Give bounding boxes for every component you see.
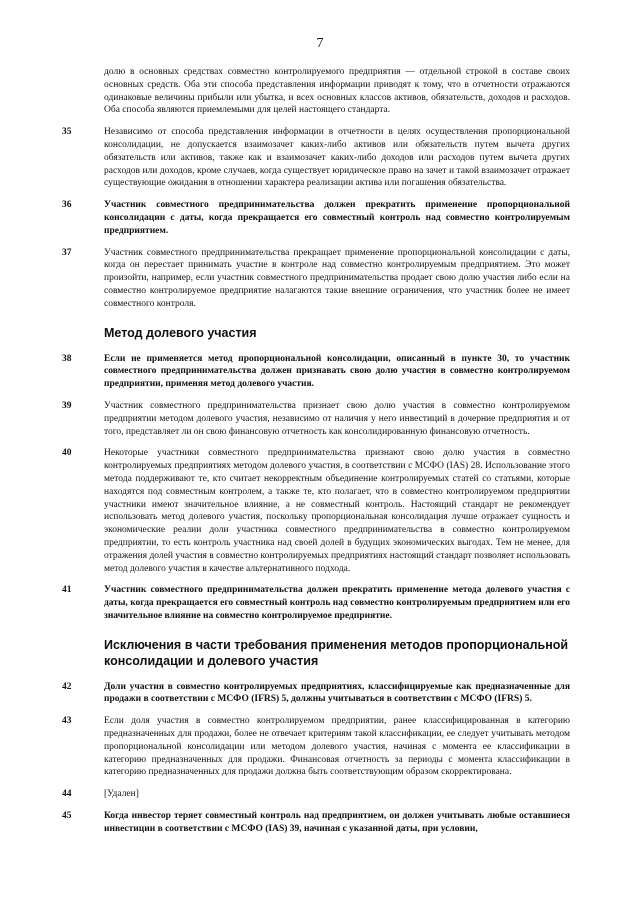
paragraph-number: 40 — [62, 448, 72, 459]
paragraph-number: 37 — [62, 247, 72, 258]
paragraph-text: Участник совместного предпринимательства должен прекратить применение метода долевого участия с даты, когда прекращается его совместный контроль над совместно контролируемым предприятием или его значительное влияние на совместно контролируемое предприятие. — [104, 585, 570, 621]
paragraph-text: Доли участия в совместно контролируемых предприятиях, классифицируемые как предназначенные для продажи в соответствии с МСФО (IFRS) 5, должны учитываться в соответствии с МСФО (IFRS) 5. — [104, 681, 570, 705]
paragraph-44 — [62, 788, 570, 801]
paragraph-text: Когда инвестор теряет совместный контроль над предприятием, он должен учитывать любые оставшиеся инвестиции в соответствии с МСФО (IAS) 39, начиная с указанной даты, при условии, — [104, 811, 570, 834]
paragraph-35 — [62, 126, 570, 190]
paragraph-43 — [62, 715, 570, 779]
paragraph-text: Участник совместного предпринимательства должен прекратить применение пропорциональной консолидации с даты, когда прекращается его совместный контроль над совместно контролируемым предприятием. — [104, 200, 570, 236]
paragraph-number: 44 — [62, 789, 72, 800]
paragraph-39 — [62, 400, 570, 438]
section-heading-equity-method: Метод долевого участия — [104, 325, 257, 340]
paragraph-text: [Удален] — [104, 789, 139, 800]
paragraph-45 — [62, 810, 570, 836]
page-number: 7 — [316, 36, 324, 51]
paragraph-38 — [62, 353, 570, 391]
paragraph-text: Участник совместного предпринимательства прекращает применение пропорциональной консолидации с даты, когда он перестает принимать участие в контроле над совместно контролируемым предприятием. Это может произойти, например, если участник совместного предпринимательства продает свою долю участия либо если на совместно контролируемое предприятие налагаются такие внешние ограничения, что участник более не имеет совместного контроля. — [104, 247, 570, 309]
paragraph-text: Независимо от способа представления информации в отчетности в целях осуществления пропорциональной консолидации, не допускается взаимозачет каких-либо активов или обязательств путем вычета других обязательств или активов, также как и взаимозачет каких-либо доходов или расходов путем вычета других расходов или доходов, кроме случаев, когда существует юридическое право на зачет и такой взаимозачет отражает существующие ожидания в отношении характера реализации актива или погашения обязательства. — [104, 127, 570, 189]
paragraph-text: Некоторые участники совместного предпринимательства признают свою долю участия в совместно контролируемых предприятиях методом долевого участия, в соответствии с МСФО (IAS) 28. Использование этого метода поддерживают те, кто считает некорректным объединение контролируемых статей со статьями, которые находятся под совместным контролем, а также те, кто полагает, что в совместно контролируемом предприятии участники имеют значительное влияние, а не совместный контроль. Настоящий стандарт не рекомендует использовать метод долевого участия, поскольку пропорциональная консолидация лучше отражает сущность и экономические реалии доли участника совместного предпринимательства в совместно контролируемом предприятии, то есть контроль участника над своей долей в будущих экономических выгодах. Тем не менее, для отражения долей участия в совместно контролируемых предприятиях настоящий стандарт позволяет использовать метод долевого участия в качестве альтернативного подхода. — [104, 448, 570, 574]
section-heading-exceptions: Исключения в части требования применения методов пропорциональной консолидации и долевого участия — [104, 637, 569, 668]
document-body — [62, 66, 570, 836]
paragraph-text: Если доля участия в совместно контролируемом предприятии, ранее классифицированная в категорию предназначенных для продажи, более не отвечает критериям такой классификации, ее следует учитывать методом пропорциональной консолидации или методом долевого участия, начиная с момента ее классификации в категорию предназначенных для продажи. Финансовая отчетность за периоды с момента классификации в категорию предназначенных для продажи должна быть соответствующим образом скорректирована. — [104, 716, 570, 778]
paragraph-number: 36 — [62, 200, 72, 211]
paragraph-text: Участник совместного предпринимательства признает свою долю участия в совместно контролируемом предприятии методом долевого участия, независимо от наличия у него инвестиций в дочерние предприятия и от того, представляет ли он свою финансовую отчетность как консолидированную финансовую отчетность. — [104, 400, 570, 437]
paragraph-41 — [62, 584, 570, 622]
paragraph-number: 35 — [62, 127, 72, 138]
paragraph-text: Если не применяется метод пропорциональной консолидации, описанный в пункте 30, то участник совместного предпринимательства должен признавать свою долю участия в совместно контролируемом предприятии, применяя метод долевого участия. — [104, 353, 570, 390]
paragraph-intro — [62, 66, 570, 117]
paragraph-number: 42 — [62, 681, 72, 692]
paragraph-37 — [62, 247, 570, 311]
paragraph-42 — [62, 681, 570, 707]
paragraph-number: 41 — [62, 585, 72, 596]
paragraph-36 — [62, 199, 570, 237]
paragraph-number: 45 — [62, 811, 72, 822]
paragraph-number: 38 — [62, 353, 72, 364]
paragraph-text: долю в основных средствах совместно контролируемого предприятия — отдельной строкой в составе своих основных средств. Оба эти способа представления информации приводят к тому, что в отчетности отражаются одинаковые величины прибыли или убытка, и всех основных классов активов, обязательств, доходов и расходов. Оба способа являются приемлемыми для целей настоящего стандарта. — [104, 67, 570, 116]
paragraph-40 — [62, 447, 570, 575]
paragraph-number: 39 — [62, 400, 72, 411]
paragraph-number: 43 — [62, 716, 72, 727]
